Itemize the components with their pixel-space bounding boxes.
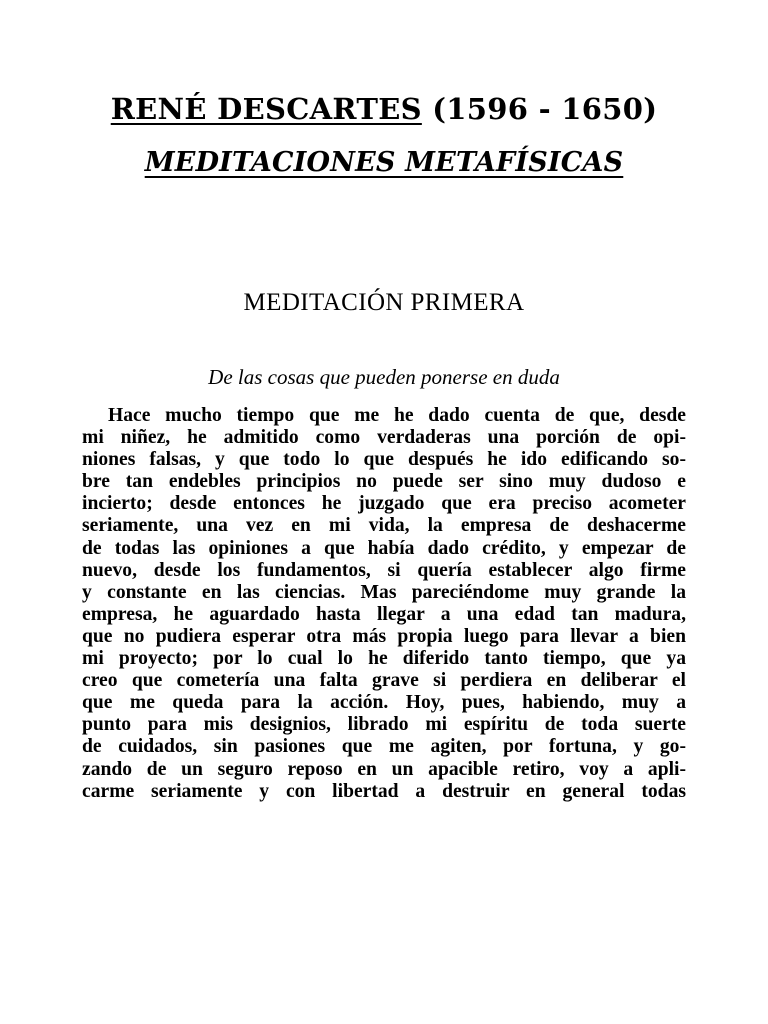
body-line: incierto; desde entonces he juzgado que era preciso acometer — [82, 493, 686, 515]
body-line: seriamente, una vez en mi vida, la empresa de deshacerme — [82, 515, 686, 537]
author-name: RENÉ DESCARTES — [110, 92, 422, 126]
body-line: mi niñez, he admitido como verdaderas una porción de opi- — [82, 427, 686, 449]
body-paragraph — [82, 405, 686, 803]
chapter-subtitle: De las cosas que pueden ponerse en duda — [208, 365, 560, 389]
body-line: zando de un seguro reposo en un apacible retiro, voy a apli- — [82, 758, 686, 780]
body-line: que me queda para la acción. Hoy, pues, habiendo, muy a — [82, 692, 686, 714]
body-line: de cuidados, sin pasiones que me agiten, por fortuna, y go- — [82, 736, 686, 758]
body-line: Hace mucho tiempo que me he dado cuenta de que, desde — [108, 405, 686, 426]
body-line: que no pudiera esperar otra más propia luego para llevar a bien — [82, 625, 686, 647]
work-title: MEDITACIONES METAFÍSICAS — [144, 147, 624, 178]
body-line: y constante en las ciencias. Mas pareciéndome muy grande la — [82, 581, 686, 603]
document-header — [0, 92, 768, 126]
author-years: (1596 - 1650) — [421, 92, 658, 126]
body-line: niones falsas, y que todo lo que después he ido edificando so- — [82, 449, 686, 471]
body-line: de todas las opiniones a que había dado crédito, y empezar de — [82, 537, 686, 559]
chapter-title: MEDITACIÓN PRIMERA — [243, 289, 525, 316]
body-line: punto para mis designios, librado mi espíritu de toda suerte — [82, 714, 686, 736]
body-line: mi proyecto; por lo cual lo he diferido tanto tiempo, que ya — [82, 648, 686, 670]
body-line: creo que cometería una falta grave si perdiera en deliberar el — [82, 670, 686, 692]
body-line: nuevo, desde los fundamentos, si quería establecer algo firme — [82, 559, 686, 581]
body-line: carme seriamente y con libertad a destruir en general todas — [82, 780, 686, 802]
body-line: empresa, he aguardado hasta llegar a una edad tan madura, — [82, 603, 686, 625]
body-line: bre tan endebles principios no puede ser sino muy dudoso e — [82, 471, 686, 493]
